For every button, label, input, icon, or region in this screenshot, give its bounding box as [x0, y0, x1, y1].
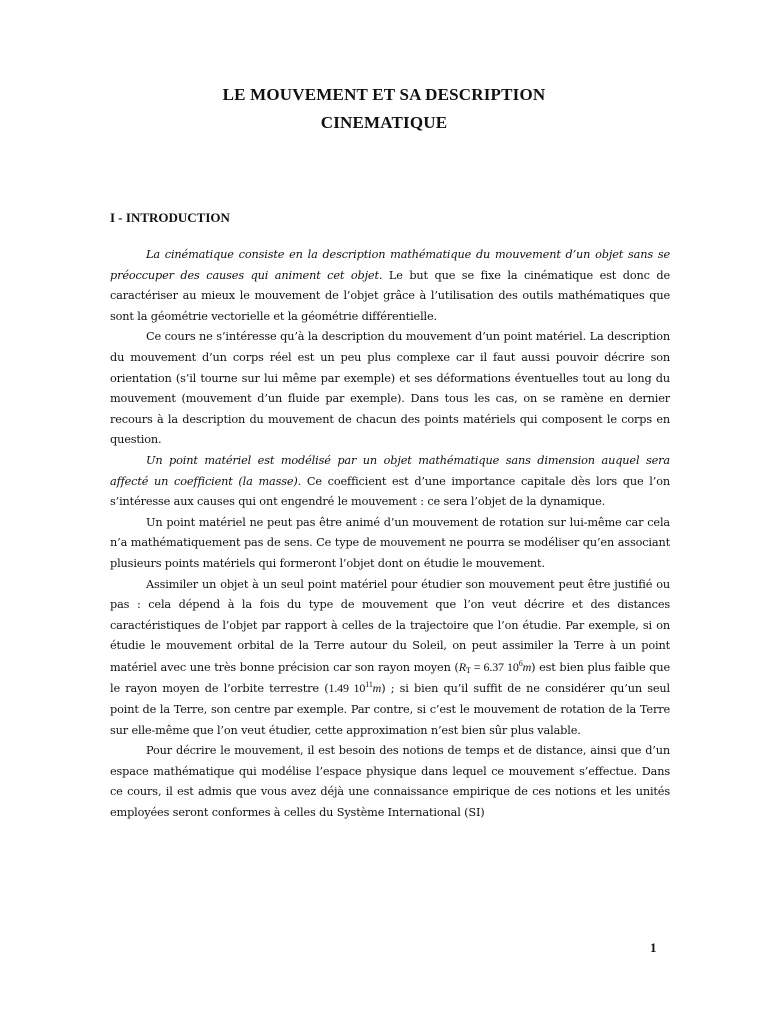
paragraph-1-text: Le but que se fixe la cinématique est donc de caractériser au mieux le mouvement de l’objet grâce à l’utilisation des outils mathématiques que sont la géométrie vectorielle et la géométrie différentielle. — [110, 268, 670, 323]
orbit-unit: m — [372, 681, 382, 696]
paragraph-4: Un point matériel ne peut pas être animé d’un mouvement de rotation sur lui-même car cela n’a mathématiquement pas de sens. Ce type de mouvement ne pourra se modéliser qu’en associant plusieurs points matériels qui formeront l’objet dont on étudie le mouvement. — [110, 515, 670, 570]
paragraph-3-text: Ce coefficient est d’une importance capitale dès lors que l’on s’intéresse aux causes qui ont engendré le mouvement : ce sera l’objet de la dynamique. — [110, 474, 670, 509]
paragraph-1 — [110, 245, 670, 327]
paragraph-5-text-b: ) est bien plus faible que le rayon moyen de l’orbite terrestre ( — [110, 660, 670, 696]
radius-symbol: R — [458, 659, 466, 674]
paragraph-5-text-c: ) ; si bien qu’il suffit de ne considérer qu’un seul point de la Terre, son centre par exemple. Par contre, si c’est le mouvement de rotation de la Terre sur elle-même que l’on veut étudier, cette approximation n’est bien sûr plus valable. — [110, 682, 671, 737]
document-title-line-2: CINEMATIQUE — [320, 113, 448, 132]
paragraph-3 — [110, 451, 670, 513]
paragraph-6: Pour décrire le mouvement, il est besoin des notions de temps et de distance, ainsi que d’un espace mathématique qui modélise l’espace physique dans lequel ce mouvement s’effectue. Dans ce cours, il est admis que vous avez déjà une connaissance empirique de ces notions et les unités employées seront conformes à celles du Système International (SI) — [110, 744, 670, 820]
paragraph-5 — [110, 575, 670, 742]
radius-exponent: 6 — [518, 658, 523, 668]
page-number: 1 — [650, 940, 657, 955]
radius-subscript: T — [465, 665, 471, 675]
earth-radius-formula — [459, 660, 531, 674]
paragraph-3-italic: Un point matériel est modélisé par un objet mathématique sans dimension auquel sera affecté un coefficient (la masse). — [110, 453, 670, 488]
section-heading: I - INTRODUCTION — [110, 210, 230, 225]
orbit-radius-formula — [328, 681, 381, 695]
paragraph-1-italic: La cinématique consiste en la description mathématique du mouvement d’un objet sans se préoccuper des causes qui animent cet objet. — [110, 248, 670, 282]
orbit-value: 1.49 10 — [328, 681, 366, 696]
radius-unit: m — [522, 659, 532, 674]
orbit-exponent: 11 — [365, 680, 373, 690]
document-body — [110, 245, 670, 824]
radius-value: = 6.37 10 — [470, 659, 519, 674]
paragraph-2: Ce cours ne s’intéresse qu’à la description du mouvement d’un point matériel. La description du mouvement d’un corps réel est un peu plus complexe car il faut aussi pouvoir décrire son orientation (s’il tourne sur lui même par exemple) et ses déformations éventuelles tout au long du mouvement (mouvement d’un fluide par exemple). Dans tous les cas, on se ramène en dernier recours à la description du mouvement de chacun des points matériels qui composent le corps en question. — [110, 330, 670, 447]
paragraph-5-text-a: Assimiler un objet à un seul point matériel pour étudier son mouvement peut être justifié ou pas : cela dépend à la fois du type de mouvement que l’on veut décrire et des distances caractéristiques de l’objet par rapport à celles de la trajectoire que l’on étudie. Par exemple, si on étudie le mouvement orbital de la Terre autour du Soleil, on peut assimiler la Terre à un point matériel avec une très bonne précision car son rayon moyen ( — [110, 577, 670, 674]
document-title-line-1: LE MOUVEMENT ET SA DESCRIPTION — [222, 85, 546, 104]
